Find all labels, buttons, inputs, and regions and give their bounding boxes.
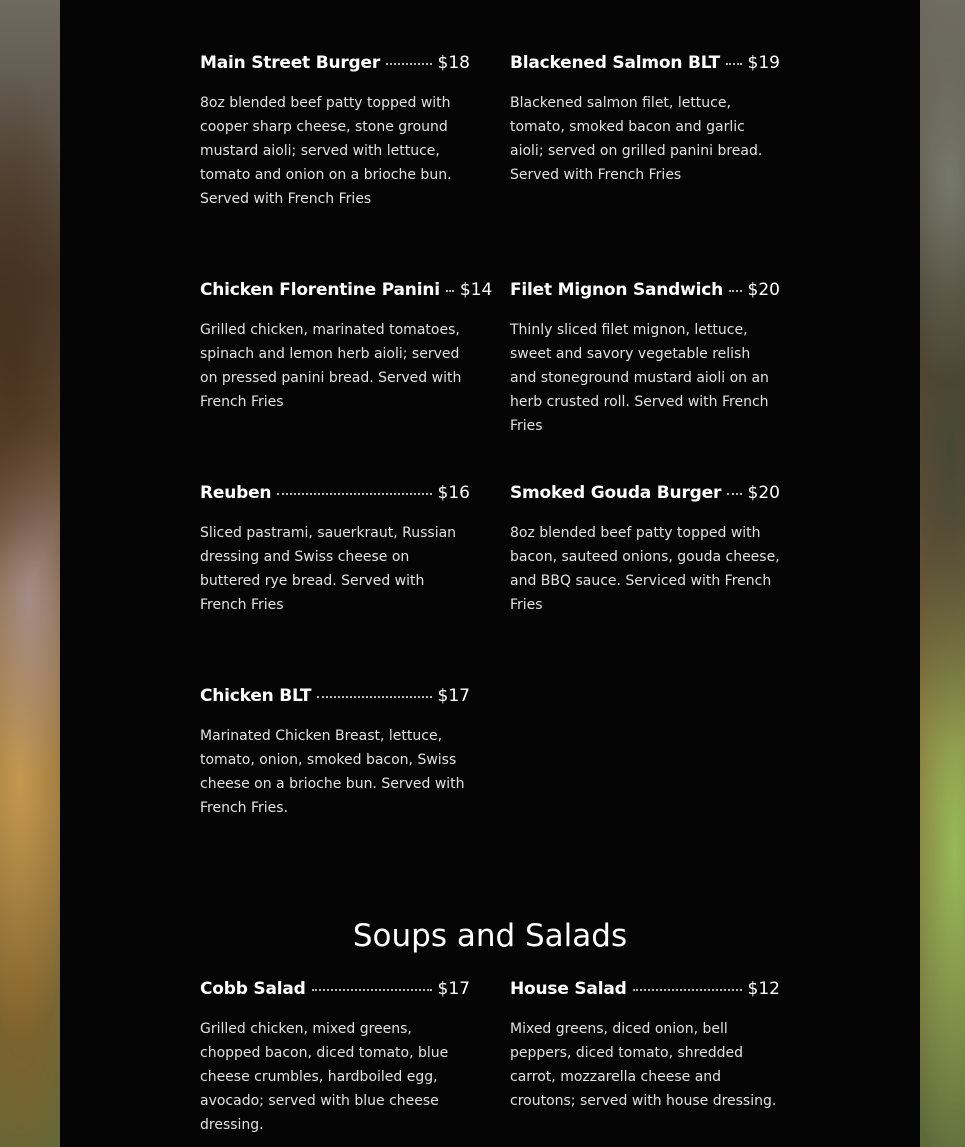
menu-item-header bbox=[200, 280, 493, 306]
menu-item-name: Blackened Salmon BLT bbox=[510, 53, 720, 73]
dot-leader bbox=[312, 989, 432, 991]
menu-item-price: $20 bbox=[747, 483, 780, 503]
menu-item-description: Sliced pastrami, sauerkraut, Russian dressing and Swiss cheese on buttered rye bread. Served with French Fries bbox=[200, 525, 457, 613]
menu-item-description: 8oz blended beef patty topped with cooper sharp cheese, stone ground mustard aioli; served with lettuce, tomato and onion on a brioche bun. Served with French Fries bbox=[200, 95, 452, 207]
dot-leader bbox=[446, 290, 454, 292]
dot-leader bbox=[317, 696, 431, 698]
menu-item-main-street-burger bbox=[200, 53, 470, 211]
menu-item-name: Reuben bbox=[200, 483, 272, 503]
menu-item-house-salad bbox=[510, 979, 780, 1113]
menu-item-price: $19 bbox=[747, 53, 780, 73]
dot-leader bbox=[729, 290, 741, 292]
menu-item-smoked-gouda-burger bbox=[510, 483, 780, 617]
menu-item-header bbox=[200, 483, 470, 509]
menu-item-header bbox=[510, 53, 780, 79]
menu-item-header bbox=[510, 979, 780, 1005]
menu-item-price: $18 bbox=[437, 53, 470, 73]
dot-leader bbox=[727, 493, 741, 495]
dot-leader bbox=[277, 493, 431, 495]
menu-item-name: Cobb Salad bbox=[200, 979, 306, 999]
menu-item-description: Grilled chicken, mixed greens, chopped bacon, diced tomato, blue cheese crumbles, hardboiled egg, avocado; served with blue cheese dressing. bbox=[200, 1021, 449, 1133]
menu-item-name: Main Street Burger bbox=[200, 53, 381, 73]
menu-item-description: Thinly sliced filet mignon, lettuce, sweet and savory vegetable relish and stoneground mustard aioli on an herb crusted roll. Served with French Fries bbox=[510, 322, 769, 434]
menu-item-filet-mignon-sandwich bbox=[510, 280, 780, 438]
menu-item-blackened-salmon-blt bbox=[510, 53, 780, 187]
menu-item-header bbox=[200, 53, 470, 79]
menu-item-chicken-blt bbox=[200, 686, 470, 820]
menu-item-name: Chicken Florentine Panini bbox=[200, 280, 440, 300]
menu-item-header bbox=[200, 686, 470, 712]
menu-item-name: Chicken BLT bbox=[200, 686, 312, 706]
menu-item-name: Smoked Gouda Burger bbox=[510, 483, 722, 503]
dot-leader bbox=[726, 63, 742, 65]
dot-leader bbox=[386, 63, 432, 65]
menu-item-price: $16 bbox=[437, 483, 470, 503]
menu-item-price: $14 bbox=[459, 280, 493, 300]
menu-item-price: $17 bbox=[437, 686, 470, 706]
dot-leader bbox=[633, 989, 742, 991]
menu-panel bbox=[60, 0, 920, 1147]
menu-item-header bbox=[510, 483, 780, 509]
menu-item-description: Grilled chicken, marinated tomatoes, spinach and lemon herb aioli; served on pressed panini bread. Served with French Fries bbox=[200, 322, 462, 410]
menu-item-cobb-salad bbox=[200, 979, 470, 1137]
menu-item-description: 8oz blended beef patty topped with bacon, sauteed onions, gouda cheese, and BBQ sauce. Serviced with French Fries bbox=[510, 525, 780, 613]
menu-item-chicken-florentine-panini bbox=[200, 280, 493, 414]
menu-item-description: Blackened salmon filet, lettuce, tomato, smoked bacon and garlic aioli; served on grilled panini bread. Served with French Fries bbox=[510, 95, 763, 183]
menu-item-description: Mixed greens, diced onion, bell peppers, diced tomato, shredded carrot, mozzarella cheese and croutons; served with house dressing. bbox=[510, 1021, 777, 1109]
menu-item-price: $17 bbox=[437, 979, 470, 999]
menu-item-description: Marinated Chicken Breast, lettuce, tomato, onion, smoked bacon, Swiss cheese on a brioche bun. Served with French Fries. bbox=[200, 728, 465, 816]
menu-item-reuben bbox=[200, 483, 470, 617]
menu-item-name: House Salad bbox=[510, 979, 627, 999]
menu-item-name: Filet Mignon Sandwich bbox=[510, 280, 724, 300]
menu-item-price: $20 bbox=[747, 280, 780, 300]
section-title-soups-salads: Soups and Salads bbox=[352, 918, 628, 954]
menu-item-price: $12 bbox=[747, 979, 780, 999]
menu-item-header bbox=[200, 979, 470, 1005]
menu-item-header bbox=[510, 280, 780, 306]
